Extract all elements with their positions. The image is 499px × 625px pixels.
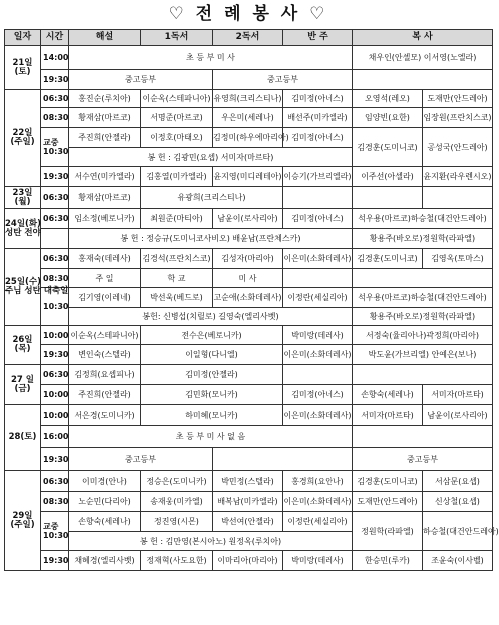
commentary: 이미경(안나): [69, 471, 141, 492]
altar-server: 이주선(아셀라): [353, 167, 423, 187]
altar-server: 김영옥(토마스): [423, 249, 493, 269]
school-mass-word: 학 교: [141, 269, 213, 288]
table-row: [5, 187, 493, 209]
time-cell: 14:00: [41, 46, 69, 70]
table-row: [5, 229, 493, 249]
offertory: 봉 헌 : 정승규(도미니코사비오) 배윤남(프란체스카): [69, 229, 353, 249]
table-row: [5, 365, 493, 385]
table-row: [5, 345, 493, 365]
accompaniment: 김미정(아네스): [283, 209, 353, 229]
altar-servers: 황용주(바오로)정원학(라파엘): [353, 229, 493, 249]
table-row: [5, 167, 493, 187]
table-row: [5, 70, 493, 90]
date-cell: 26일 (목): [5, 326, 41, 365]
reading1: 이정호(마태오): [141, 128, 213, 148]
table-row: [5, 448, 493, 471]
reading2: 김정미(하우에마리아): [213, 128, 283, 148]
accompaniment: 이정란(세실리아): [283, 512, 353, 532]
reading2: 남윤이(로사리아): [213, 209, 283, 229]
commentary: 노순민(다리아): [69, 492, 141, 512]
table-row: [5, 249, 493, 269]
header-commentary: 해설: [69, 30, 141, 46]
table-row: [5, 326, 493, 345]
table-row: [5, 405, 493, 426]
altar-servers: 박도윤(가브리엘) 안예은(보나): [353, 345, 493, 365]
altar-server: 오영석(레오): [353, 90, 423, 108]
time-cell: 06:30: [41, 471, 69, 492]
date-cell: 27 일 (금): [5, 365, 41, 405]
commentary: 손향숙(세레나): [69, 512, 141, 532]
date-cell: 22일 (주일): [5, 90, 41, 187]
date-cell: 24일(화) 성탄 전야: [5, 209, 41, 249]
date-cell: 25일(수) 주님 성탄 대축일: [5, 249, 41, 326]
table-row: [5, 128, 493, 148]
accompaniment: 이정란(세실리아): [283, 288, 353, 308]
offertory: 봉 헌 : 김만영(본시아노) 원정옥(루치아): [69, 532, 353, 551]
commentary: 임소정(베로니카): [69, 209, 141, 229]
altar-server: 도재만(안드레아): [423, 90, 493, 108]
reading2: 윤지영(미디레테아): [213, 167, 283, 187]
date-cell: 23일 (월): [5, 187, 41, 209]
time-cell: 08:30: [41, 492, 69, 512]
commentary: 황재삼(마르코): [69, 108, 141, 128]
header-altar-servers: 복 사: [353, 30, 493, 46]
commentary: 채혜경(엘리사벳): [69, 551, 141, 571]
reading1: 김미정(안젤라): [141, 365, 283, 385]
table-row: [5, 426, 493, 448]
altar-server: 하승철(대건안드레아): [423, 512, 493, 551]
time-cell: 16:00: [41, 426, 69, 448]
reading2: 유영희(크리스티나): [213, 90, 283, 108]
commentary: 서수연(미카엘라): [69, 167, 141, 187]
commentary: 주진희(안젤라): [69, 128, 141, 148]
header-accompaniment: 반 주: [283, 30, 353, 46]
commentary: 홍재숙(데레사): [69, 249, 141, 269]
accompaniment: 김미정(아네스): [283, 128, 353, 148]
page-title: ♡ 전 례 봉 사 ♡: [168, 4, 328, 24]
table-row: [5, 90, 493, 108]
commentary: 서은경(도미니카): [69, 405, 141, 426]
table-row: [5, 108, 493, 128]
youth-group: 중고등부: [213, 70, 353, 90]
altar-server: 조윤숙(이사벨): [423, 551, 493, 571]
accompaniment: 이은미(소화데레사): [283, 492, 353, 512]
time-cell: 06:30: [41, 365, 69, 385]
time-cell: 10:00: [41, 326, 69, 345]
reading2: 우은미(세레나): [213, 108, 283, 128]
altar-server: 서미자(마르타): [353, 405, 423, 426]
accompaniment: 이은미(소화데레사): [283, 405, 353, 426]
commentary: 주진희(안젤라): [69, 385, 141, 405]
time-cell: 교중 10:30: [41, 512, 69, 551]
reading2: 고순애(소화데레사): [213, 288, 283, 308]
accompaniment: 김미정(아네스): [283, 385, 353, 405]
accompaniment: 김미정(아네스): [283, 90, 353, 108]
table-row: [5, 46, 493, 70]
time-cell: 10:00: [41, 405, 69, 426]
commentary: 김정희(요셉피나): [69, 365, 141, 385]
reading1: 정승은(도미니카): [141, 471, 213, 492]
offertory: 봉헌: 신병섭(치릴로) 길영숙(엘리사벳): [69, 308, 353, 326]
table-row: [5, 492, 493, 512]
reading1: 이순옥(스테파니아): [141, 90, 213, 108]
mass-note: 초 등 부 미 사: [69, 46, 353, 70]
accompaniment: 이은미(소화데레사): [283, 249, 353, 269]
time-cell: 19:30: [41, 448, 69, 471]
reading1: 전수은(베로니카): [141, 326, 283, 345]
reading2: 박선여(안젤라): [213, 512, 283, 532]
accompaniment: 이은미(소화데레사): [283, 345, 353, 365]
altar-server: 서삼문(요셉): [423, 471, 493, 492]
header-time: 시간: [41, 30, 69, 46]
offertory: 봉 헌 : 김광민(요셉) 서미자(마르타): [69, 148, 353, 167]
time-cell: 06:30: [41, 90, 69, 108]
table-row: [5, 551, 493, 571]
time-cell: 06:30: [41, 187, 69, 209]
reading1: 김경석(프란치스코): [141, 249, 213, 269]
reading1: 이일형(다니엘): [141, 345, 283, 365]
reading1: 김홍열(미카엘라): [141, 167, 213, 187]
altar-server: 신상철(요셉): [423, 492, 493, 512]
altar-servers: 채우인(안셀모) 이서영(노엘라): [353, 46, 493, 70]
reading1: 송재웅(미카엘): [141, 492, 213, 512]
reading2: 배복남(미카엘라): [213, 492, 283, 512]
date-cell: 29일 (주일): [5, 471, 41, 571]
altar-server: 김경훈(도미니코): [353, 249, 423, 269]
school-mass-word: 미 사: [213, 269, 283, 288]
commentary: 변인숙(스텔라): [69, 345, 141, 365]
table-row: [5, 269, 493, 288]
altar-servers: 황용주(바오로)정원학(라파엘): [353, 308, 493, 326]
altar-server: 한승민(루카): [353, 551, 423, 571]
altar-server: 남윤이(로사리아): [423, 405, 493, 426]
altar-server: 임장원(프란치스코): [423, 108, 493, 128]
time-cell: 08:30: [41, 108, 69, 128]
altar-server: 서미자(마르타): [423, 385, 493, 405]
table-row: [5, 308, 493, 326]
header-reading1: 1독서: [141, 30, 213, 46]
youth-group: 중고등부: [69, 448, 213, 471]
mass-note: 초 등 부 미 사 없 음: [69, 426, 353, 448]
time-cell: 08:30: [41, 269, 69, 288]
reading1: 유광희(크리스티나): [141, 187, 283, 209]
commentary: 황재삼(마르코): [69, 187, 141, 209]
reading2: 박민정(스텔라): [213, 471, 283, 492]
table-row: [5, 288, 493, 308]
altar-servers: 서정숙(율리아나)곽정희(마리아): [353, 326, 493, 345]
reading1: 박선욱(베드로): [141, 288, 213, 308]
reading1: 하미혜(모니카): [141, 405, 283, 426]
accompaniment: 이승기(가브리엘라): [283, 167, 353, 187]
time-cell: 10:00: [41, 385, 69, 405]
time-cell: 06:30: [41, 249, 69, 269]
table-row: [5, 209, 493, 229]
altar-server: 김경훈(도미니코): [353, 128, 423, 167]
reading2: 이마리아(마리아): [213, 551, 283, 571]
reading1: 최원준(마티아): [141, 209, 213, 229]
youth-group: 중고등부: [69, 70, 213, 90]
schedule-table-wrap: [4, 29, 499, 571]
accompaniment: 박미랑(데레사): [283, 326, 353, 345]
altar-server: 김경훈(도미니코): [353, 471, 423, 492]
altar-server: 도재만(안드레아): [353, 492, 423, 512]
accompaniment: 박미랑(데레사): [283, 551, 353, 571]
altar-server: 공성국(안드레아): [423, 128, 493, 167]
altar-servers: 석우용(마르코)하승철(대건안드레아): [353, 209, 493, 229]
time-cell: 19:30: [41, 167, 69, 187]
header-reading2: 2독서: [213, 30, 283, 46]
schedule-table: [4, 29, 499, 571]
table-row: [5, 471, 493, 492]
date-cell: 28(토): [5, 405, 41, 471]
date-cell: 21일 (토): [5, 46, 41, 90]
altar-servers: 석우용(마르코)하승철(대건안드레아): [353, 288, 493, 308]
time-cell: 19:30: [41, 70, 69, 90]
commentary: 이순옥(스테파니아): [69, 326, 141, 345]
header-row: [5, 30, 493, 46]
accompaniment: 홍경희(요안나): [283, 471, 353, 492]
reading1: 정진영(시몬): [141, 512, 213, 532]
altar-server: 손향숙(세레나): [353, 385, 423, 405]
altar-server: 윤지환(라우렌시오): [423, 167, 493, 187]
reading2: 김성자(마리아): [213, 249, 283, 269]
accompaniment: 배선주(미카엘라): [283, 108, 353, 128]
time-cell: 교중 10:30: [41, 128, 69, 167]
school-mass-word: 주 일: [69, 269, 141, 288]
reading1: 서명준(마르코): [141, 108, 213, 128]
reading1: 정재혁(사도요한): [141, 551, 213, 571]
time-cell: 10:30: [41, 288, 69, 326]
header-date: 일자: [5, 30, 41, 46]
time-cell: 19:30: [41, 551, 69, 571]
youth-group: 중고등부: [353, 448, 493, 471]
commentary: 김기영(이레네): [69, 288, 141, 308]
table-row: [5, 385, 493, 405]
commentary: 홍진순(루치아): [69, 90, 141, 108]
time-cell: 19:30: [41, 345, 69, 365]
table-row: [5, 512, 493, 532]
reading1: 김민화(모니카): [141, 385, 283, 405]
time-cell: 06:30: [41, 209, 69, 229]
altar-server: 정원학(라파엘): [353, 512, 423, 551]
altar-server: 임양빈(요한): [353, 108, 423, 128]
